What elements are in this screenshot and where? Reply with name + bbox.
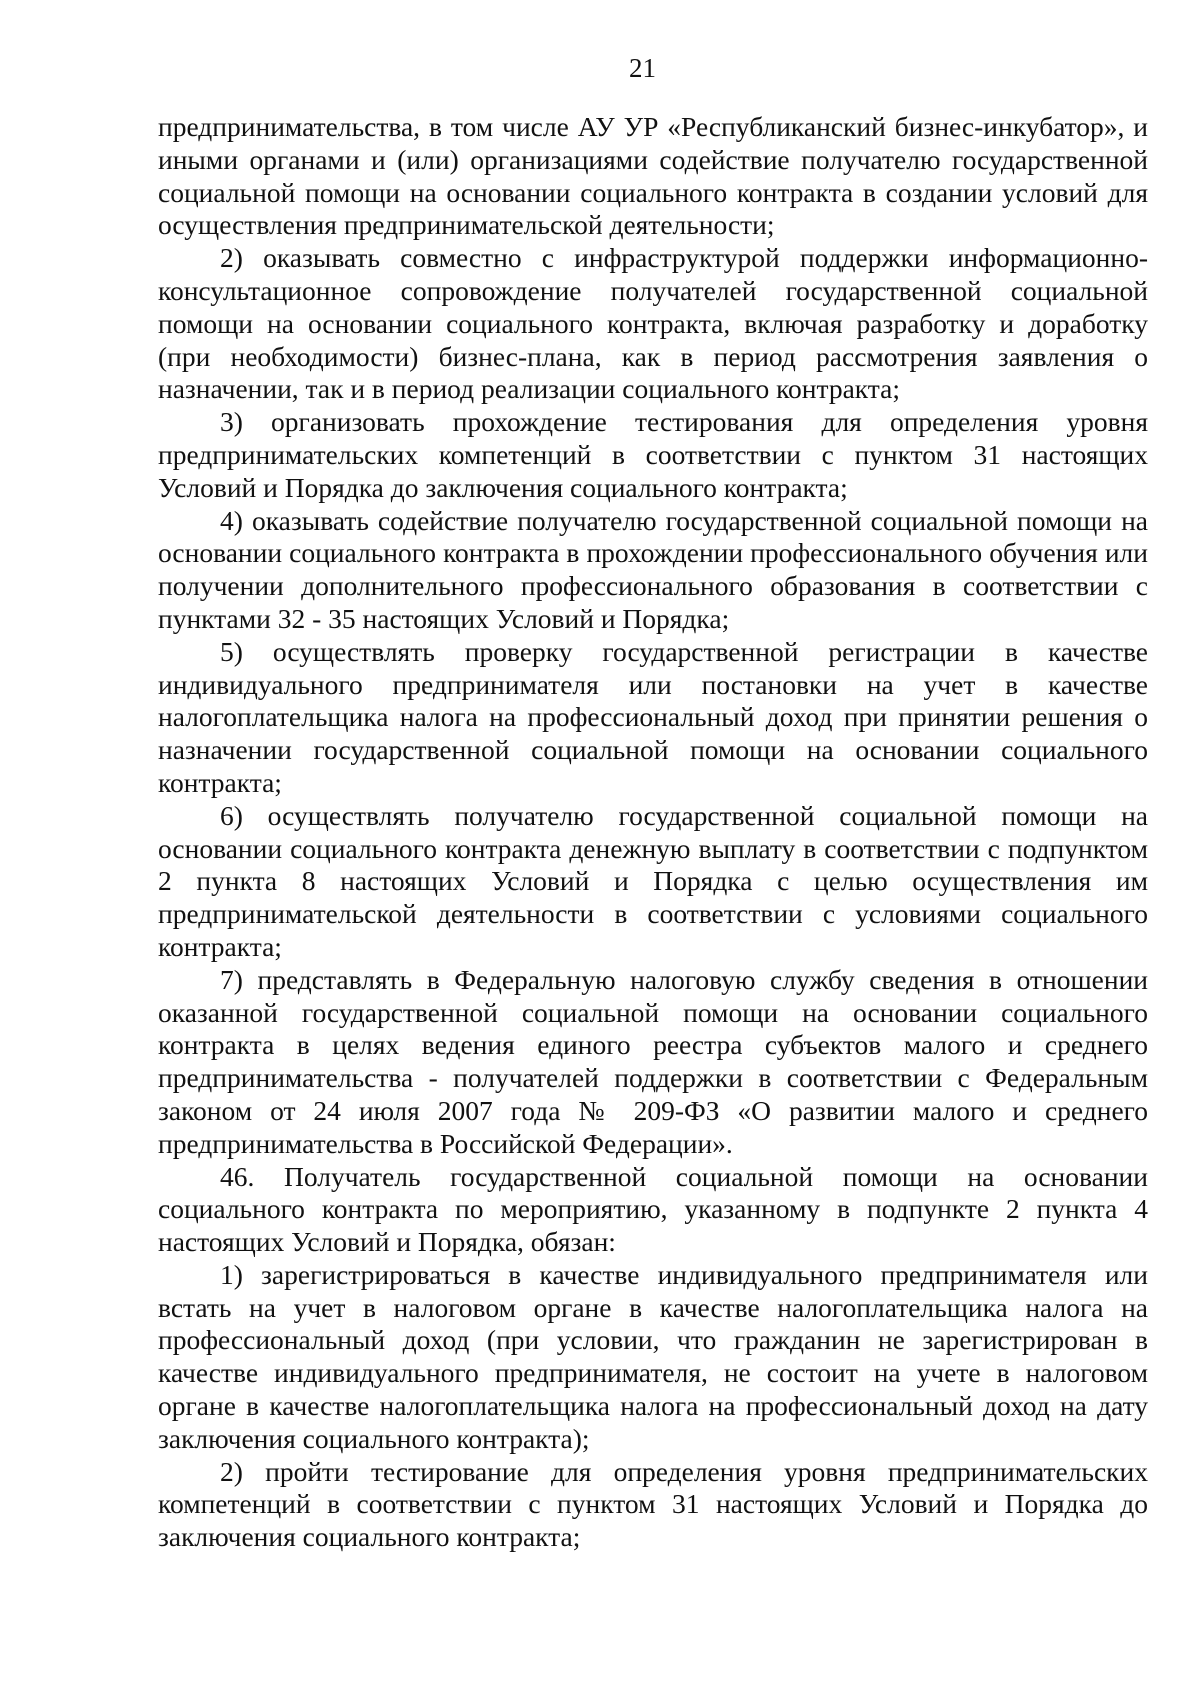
paragraph-item-6: 6) осуществлять получателю государственной социальной помощи на основании социального контракта денежную выплату в соответствии с подпунктом 2 пункта 8 настоящих Условий и Порядка с целью осуществления им предпринимательской деятельности в соответствии с условиями социального контракта; bbox=[158, 799, 1148, 962]
paragraph-item-2: 2) оказывать совместно с инфраструктурой поддержки информационно-консультационное сопровождение получателей государственной социальной помощи на основании социального контракта, включая разработку и доработку (при необходимости) бизнес-плана, как в период рассмотрения заявления о назначении, так и в период реализации социального контракта; bbox=[158, 242, 1148, 405]
paragraph-clause-46-item-1: 1) зарегистрироваться в качестве индивидуального предпринимателя или встать на учет в налоговом органе в качестве налогоплательщика налога на профессиональный доход (при условии, что гражданин не зарегистрирован в качестве индивидуального предпринимателя, не состоит на учете в налоговом органе в качестве налогоплательщика налога на профессиональный доход на дату заключения социального контракта); bbox=[158, 1258, 1148, 1454]
paragraph-continuation: предпринимательства, в том числе АУ УР «Республиканский бизнес-инкубатор», и иными органами и (или) организациями содействие получателю государственной социальной помощи на основании социального контракта в создании условий для осуществления предпринимательской деятельности; bbox=[158, 111, 1148, 241]
paragraph-item-4: 4) оказывать содействие получателю государственной социальной помощи на основании социального контракта в прохождении профессионального обучения или получении дополнительного профессионального образования в соответствии с пунктами 32 - 35 настоящих Условий и Порядка; bbox=[158, 504, 1148, 634]
paragraph-item-7: 7) представлять в Федеральную налоговую службу сведения в отношении оказанной государственной социальной помощи на основании социального контракта в целях ведения единого реестра субъектов малого и среднего предпринимательства - получателей поддержки в соответствии с Федеральным законом от 24 июля 2007 года № 209-ФЗ «О развитии малого и среднего предпринимательства в Российской Федерации». bbox=[158, 963, 1148, 1159]
paragraph-clause-46: 46. Получатель государственной социальной помощи на основании социального контракта по мероприятию, указанному в подпункте 2 пункта 4 настоящих Условий и Порядка, обязан: bbox=[158, 1160, 1148, 1258]
paragraph-item-3: 3) организовать прохождение тестирования для определения уровня предпринимательских компетенций в соответствии с пунктом 31 настоящих Условий и Порядка до заключения социального контракта; bbox=[158, 406, 1148, 503]
paragraph-item-5: 5) осуществлять проверку государственной регистрации в качестве индивидуального предпринимателя или постановки на учет в качестве налогоплательщика налога на профессиональный доход при принятии решения о назначении государственной социальной помощи на основании социального контракта; bbox=[158, 635, 1148, 798]
page-number: 21 bbox=[629, 53, 656, 83]
document-body bbox=[158, 111, 1148, 1554]
paragraph-clause-46-item-2: 2) пройти тестирование для определения уровня предпринимательских компетенций в соответствии с пунктом 31 настоящих Условий и Порядка до заключения социального контракта; bbox=[158, 1455, 1148, 1553]
